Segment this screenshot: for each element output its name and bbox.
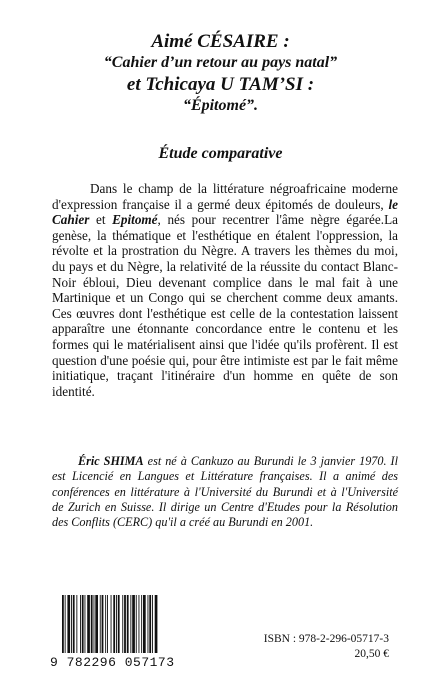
barcode-bar	[124, 595, 126, 653]
title-line-2: “Cahier d’un retour au pays natal”	[103, 54, 338, 71]
summary-intro: Dans le champ de la littérature négroafricaine moderne d'expression française il a germé deux épitomés de douleurs,	[52, 181, 398, 212]
barcode-bar	[87, 595, 90, 653]
title-cahier: le Cahier	[52, 196, 398, 228]
barcode-bar	[122, 595, 123, 653]
barcode-digits: 9 782296 057173	[50, 655, 175, 670]
barcode-bar	[105, 595, 106, 653]
barcode-bar	[127, 595, 129, 653]
barcode-bar	[76, 595, 77, 653]
barcode-bar	[73, 595, 75, 653]
summary-and: et	[89, 212, 113, 228]
price: 20,50 €	[354, 648, 389, 660]
barcode-bar	[91, 595, 93, 653]
barcode-bar	[67, 595, 70, 653]
barcode-bar	[155, 595, 158, 653]
summary-paragraph	[52, 181, 398, 399]
barcode-bar	[111, 595, 112, 653]
title-line-3: et Tchicaya U TAM’SI :	[126, 74, 315, 95]
title-line-4: “Épitomé”.	[182, 97, 259, 114]
barcode-bar	[100, 595, 101, 653]
summary-body: La genèse, la thématique et l'esthétique en étalent l'oppression, la révolte et la prostration du Nègre. A travers les thèmes du moi, du pays et du Nègre, la relativité de la réussite du contact Blanc-Noir ébloui, Dieu devenant complice dans le mal fait à une Martinique et un Congo qui se cherchent comme deux amants. Ces œuvres dont l'esthétique est celle de la contestation laissent apparaître une étonnante concordance entre le contenu et les formes qui le matérialisent ainsi que l'idée qu'ils profèrent. Il est question d'une poésie qui, pour être intimiste est par le fait même initiatique, traçant l'itinéraire d'un homme en quête de son identité.	[52, 212, 398, 399]
isbn-block	[264, 632, 389, 662]
barcode-bar	[143, 595, 146, 653]
summary-text	[52, 181, 398, 399]
barcode-bar	[118, 595, 120, 653]
barcode-bar	[62, 595, 64, 653]
book-title-block	[0, 30, 441, 116]
barcode-bar	[65, 595, 66, 653]
isbn-number: ISBN : 978-2-296-05717-3	[263, 633, 389, 645]
barcode	[50, 595, 200, 675]
barcode-bar	[113, 595, 115, 653]
barcode-bar	[148, 595, 149, 653]
barcode-bar	[139, 595, 140, 653]
barcode-bar	[94, 595, 95, 653]
barcode-bar	[152, 595, 153, 653]
title-epitome: Epitomé	[112, 212, 158, 228]
barcode-bar	[130, 595, 131, 653]
barcode-bar	[71, 595, 72, 653]
barcode-bar	[80, 595, 81, 653]
barcode-bar	[107, 595, 108, 653]
barcode-bars	[60, 595, 190, 655]
author-bio	[52, 454, 398, 530]
barcode-bar	[141, 595, 142, 653]
barcode-bar	[149, 595, 151, 653]
author-bio-text: est né à Cankuzo au Burundi le 3 janvier 1970. Il est Licencié en Langues et Littérature françaises. Il a animé des conférences en littérature à l'Université du Burundi et à l'Université de Zurich en Suisse. Il dirige un Centre d'Etudes pour la Résolution des Conflits (CERC) qu'il a créé au Burundi en 2001.	[52, 454, 398, 530]
barcode-bar	[102, 595, 104, 653]
summary-intro-end: , nés pour recentrer l'âme nègre égarée.	[157, 212, 385, 228]
barcode-bar	[136, 595, 137, 653]
barcode-bar	[116, 595, 117, 653]
barcode-bar	[85, 595, 86, 653]
subtitle: Étude comparative	[158, 145, 283, 162]
author-name: Éric SHIMA	[78, 454, 144, 468]
barcode-bar	[82, 595, 84, 653]
barcode-bar	[132, 595, 135, 653]
title-line-1: Aimé CÉSAIRE :	[151, 31, 290, 52]
barcode-bar	[95, 595, 98, 653]
